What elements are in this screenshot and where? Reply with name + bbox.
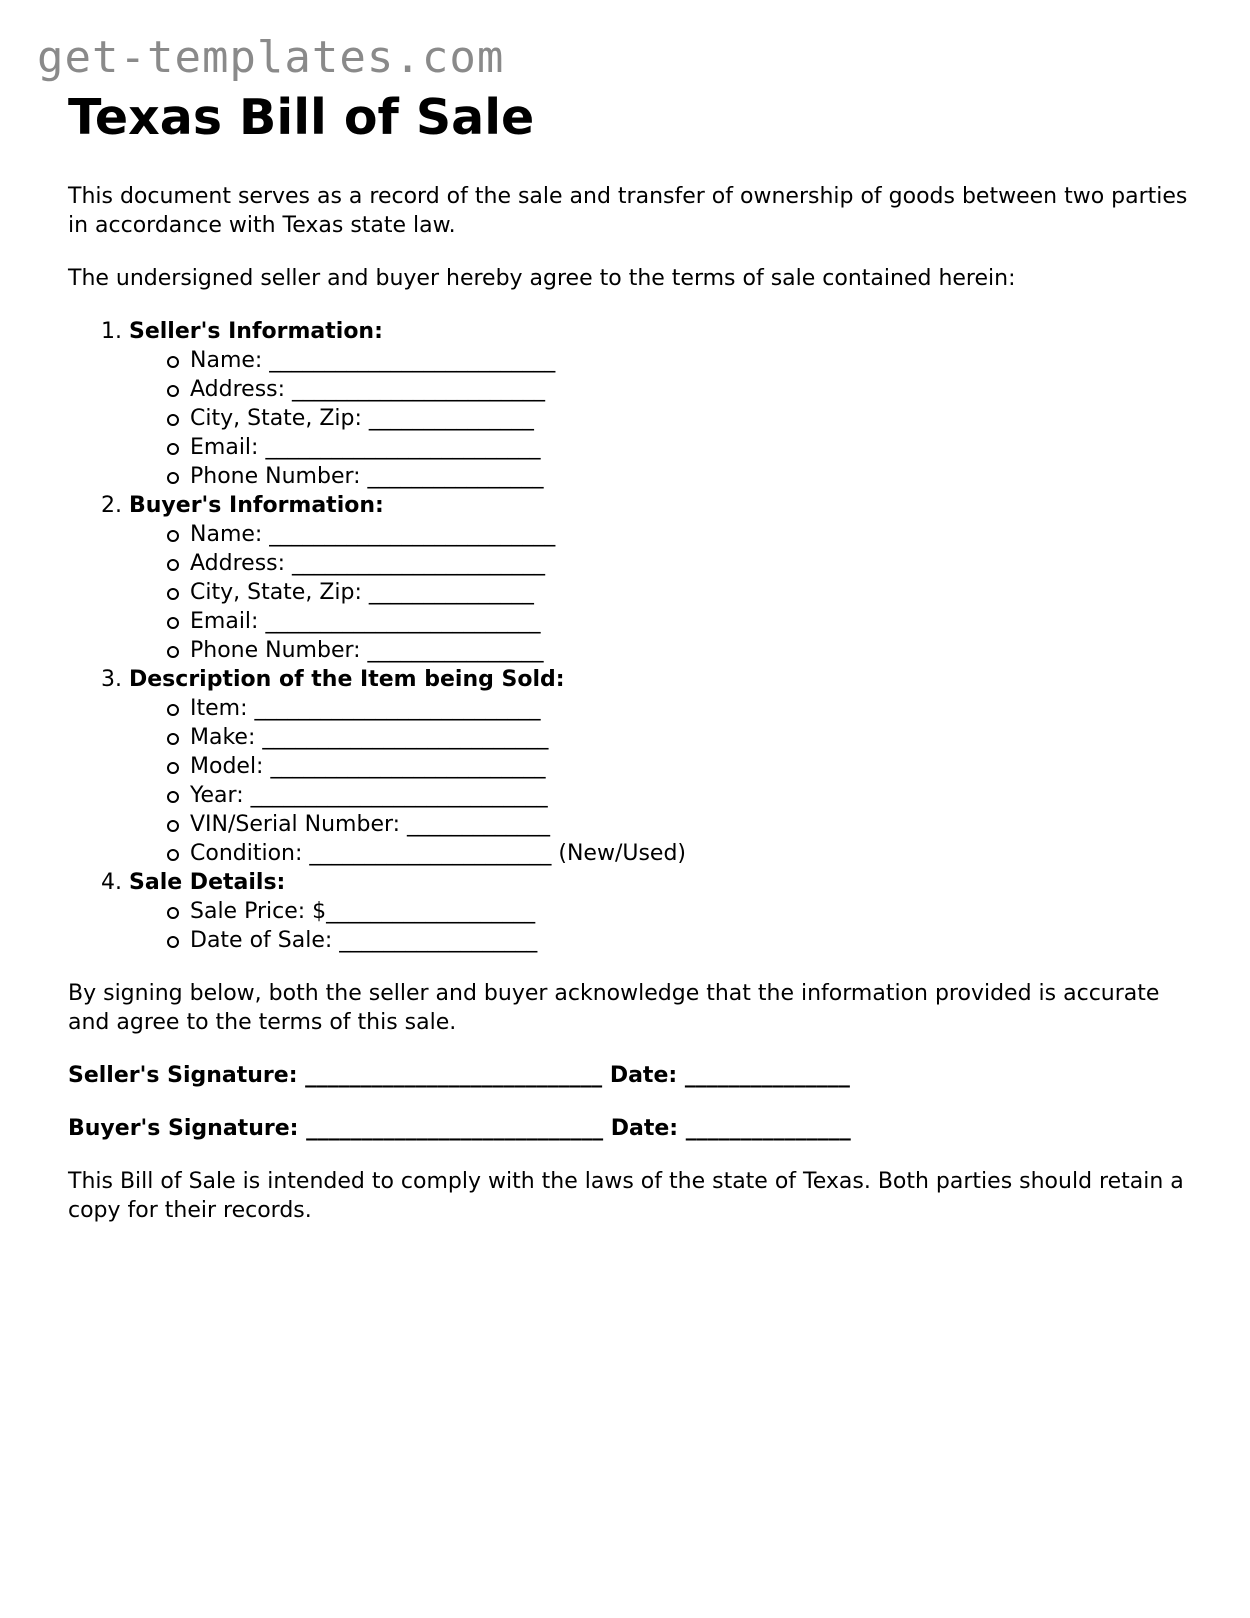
section-title: Buyer's Information: [129, 493, 384, 518]
section-item-description [129, 665, 1188, 868]
buyer-name-field: Name: __________________________ [190, 520, 1188, 549]
buyer-phone-field: Phone Number: ________________ [190, 636, 1188, 665]
sale-price-field: Sale Price: $___________________ [190, 897, 1188, 926]
vin-serial-field: VIN/Serial Number: _____________ [190, 810, 1188, 839]
buyer-signature-line: Buyer's Signature: ___________________________ Date: _______________ [68, 1116, 851, 1141]
closing-paragraph: This Bill of Sale is intended to comply with the laws of the state of Texas. Both parties should retain a copy for their records. [68, 1169, 1184, 1223]
seller-fields [129, 346, 1188, 491]
section-title: Sale Details: [129, 870, 286, 895]
make-field: Make: __________________________ [190, 723, 1188, 752]
item-fields [129, 694, 1188, 868]
agreement-paragraph: The undersigned seller and buyer hereby agree to the terms of sale contained herein: [68, 266, 1016, 291]
acknowledgement-paragraph: By signing below, both the seller and buyer acknowledge that the information provided is accurate and agree to the terms of this sale. [68, 981, 1160, 1035]
buyer-email-field: Email: _________________________ [190, 607, 1188, 636]
year-field: Year: ___________________________ [190, 781, 1188, 810]
section-title: Seller's Information: [129, 319, 383, 344]
section-title: Description of the Item being Sold: [129, 667, 565, 692]
document-body [68, 88, 1188, 1225]
item-field: Item: __________________________ [190, 694, 1188, 723]
buyer-city-state-zip-field: City, State, Zip: _______________ [190, 578, 1188, 607]
buyer-fields [129, 520, 1188, 665]
seller-phone-field: Phone Number: ________________ [190, 462, 1188, 491]
section-seller [129, 317, 1188, 491]
sale-fields [129, 897, 1188, 955]
sections-list [68, 317, 1188, 955]
watermark: get-templates.com [37, 32, 505, 83]
model-field: Model: _________________________ [190, 752, 1188, 781]
seller-name-field: Name: __________________________ [190, 346, 1188, 375]
sale-date-field: Date of Sale: __________________ [190, 926, 1188, 955]
seller-city-state-zip-field: City, State, Zip: _______________ [190, 404, 1188, 433]
condition-field: Condition: ______________________ (New/Used) [190, 839, 1188, 868]
seller-email-field: Email: _________________________ [190, 433, 1188, 462]
intro-paragraph: This document serves as a record of the sale and transfer of ownership of goods between two parties in accordance with Texas state law. [68, 184, 1188, 238]
seller-signature-line: Seller's Signature: ___________________________ Date: _______________ [68, 1063, 850, 1088]
seller-address-field: Address: _______________________ [190, 375, 1188, 404]
section-sale-details [129, 868, 1188, 955]
section-buyer [129, 491, 1188, 665]
buyer-address-field: Address: _______________________ [190, 549, 1188, 578]
page-title: Texas Bill of Sale [68, 89, 535, 146]
